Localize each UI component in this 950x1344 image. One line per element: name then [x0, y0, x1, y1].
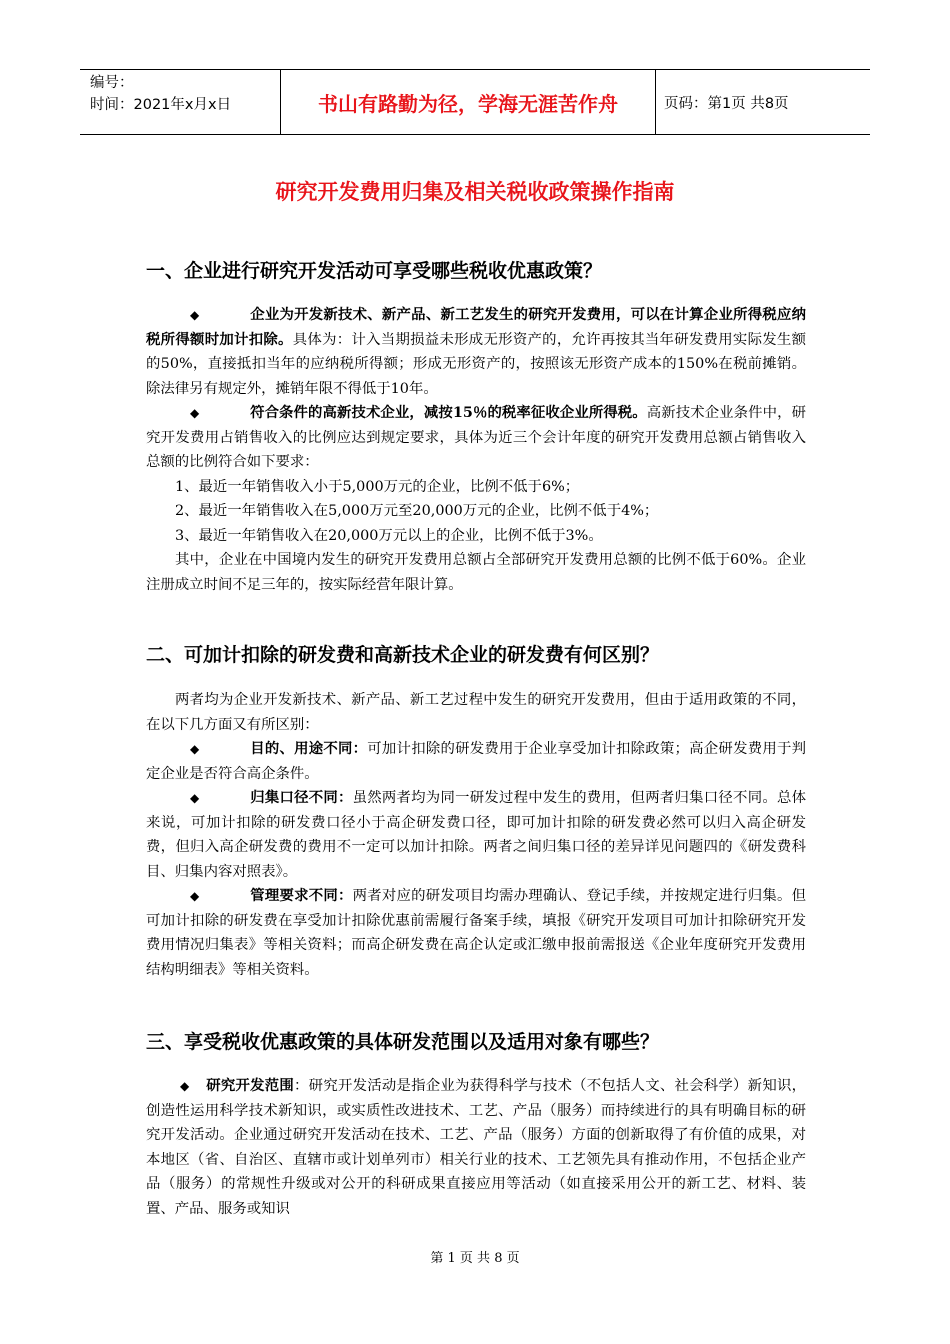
bold-lead: 符合条件的高新技术企业，减按15％的税率征收企业所得税。 [250, 404, 647, 421]
bold-lead: 管理要求不同： [250, 887, 353, 904]
bullet-diamond-icon: ◆ [190, 889, 200, 903]
bold-lead: 研究开发范围 [206, 1077, 295, 1094]
section-2-heading: 二、可加计扣除的研发费和高新技术企业的研发费有何区别？ [146, 644, 660, 666]
section-3-body [146, 1074, 806, 1221]
paragraph-text: ：研究开发活动是指企业为获得科学与技术（不包括人文、社会科学）新知识，创造性运用科学技术新知识，或实质性改进技术、工艺、产品（服务）而持续进行的具有明确目标的研究开发活动。企业通过研究开发活动在技术、工艺、产品（服务）方面的创新取得了有价值的成果，对本地区（省、自治区、直辖市或计划单列市）相关行业的技术、工艺领先具有推动作用，不包括企业产品（服务）的常规性升级或对公开的科研成果直接应用等活动（如直接采用公开的新工艺、材料、装置、产品、服务或知识 [146, 1078, 806, 1217]
header-meta [80, 70, 281, 134]
paragraph-text: 虽然两者均为同一研发过程中发生的费用，但两者归集口径不同。总体来说，可加计扣除的研发费口径小于高企研发费口径，即可加计扣除的研发费必然可以归入高企研发费，但归入高企研发费的费用不一定可以加计扣除。两者之间归集口径的差异详见问题四的《研发费科目、归集内容对照表》。 [146, 790, 806, 880]
section-1-paragraph-3: 其中，企业在中国境内发生的研究开发费用总额占全部研究开发费用总额的比例不低于60%。企业注册成立时间不足三年的，按实际经营年限计算。 [146, 552, 806, 593]
paragraph-text: 可加计扣除的研发费用于企业享受加计扣除政策；高企研发费用于判定企业是否符合高企条件。 [146, 741, 806, 782]
section-2-bullet-2 [146, 786, 806, 884]
number-label: 编号： [90, 75, 134, 91]
section-1-heading: 一、企业进行研究开发活动可享受哪些税收优惠政策？ [146, 260, 603, 282]
bold-lead: 目的、用途不同： [250, 740, 368, 757]
bold-lead: 企业为开发新技术、新产品、新工艺发生的研究开发费用，可以在计算企业所得税应纳税所得额时加计扣除。 [146, 306, 806, 348]
section-1-body [146, 303, 806, 597]
section-2-body [146, 688, 806, 982]
list-item: 1、最近一年销售收入小于5,000万元的企业，比例不低于6%； [175, 478, 580, 495]
section-1-paragraph-1 [146, 303, 806, 401]
bold-lead: 归集口径不同： [250, 789, 353, 806]
header-motto: 书山有路勤为径，学海无涯苦作舟 [281, 70, 656, 134]
section-1-paragraph-2 [146, 401, 806, 475]
page-footer: 第 1 页 共 8 页 [430, 1251, 520, 1266]
list-item: 3、最近一年销售收入在20,000万元以上的企业，比例不低于3%。 [175, 527, 603, 544]
bullet-diamond-icon: ◆ [180, 1079, 190, 1093]
document-title: 研究开发费用归集及相关税收政策操作指南 [275, 180, 675, 204]
section-3-heading: 三、享受税收优惠政策的具体研发范围以及适用对象有哪些？ [146, 1031, 660, 1053]
header-page-info: 页码：第1页 共8页 [664, 95, 789, 112]
page-header [80, 69, 870, 135]
section-2-bullet-3 [146, 884, 806, 982]
section-2-bullet-1 [146, 737, 806, 786]
list-item: 2、最近一年销售收入在5,000万元至20,000万元的企业，比例不低于4%； [175, 503, 659, 519]
paragraph-text: 具体为：计入当期损益未形成无形资产的，允许再按其当年研发费用实际发生额的50%，直接抵扣当年的应纳税所得额；形成无形资产的，按照该无形资产成本的150%在税前摊销。除法律另有规定外，摊销年限不得低于10年。 [146, 331, 806, 397]
section-3-bullet-1 [146, 1074, 806, 1221]
paragraph-text: 高新技术企业条件中，研究开发费用占销售收入的比例应达到规定要求，具体为近三个会计年度的研究开发费用总额占销售收入总额的比例符合如下要求： [146, 405, 806, 470]
paragraph-text: 两者对应的研发项目均需办理确认、登记手续，并按规定进行归集。但可加计扣除的研发费在享受加计扣除优惠前需履行备案手续，填报《研究开发项目可加计扣除研究开发费用情况归集表》等相关资料；而高企研发费在高企认定或汇缴申报前需报送《企业年度研究开发费用结构明细表》等相关资料。 [146, 888, 806, 978]
time-label: 时间：2021年x月x日 [90, 97, 232, 113]
section-2-intro: 两者均为企业开发新技术、新产品、新工艺过程中发生的研究开发费用，但由于适用政策的不同，在以下几方面又有所区别： [146, 692, 806, 733]
bullet-diamond-icon: ◆ [190, 406, 200, 420]
bullet-diamond-icon: ◆ [190, 791, 200, 805]
bullet-diamond-icon: ◆ [190, 742, 200, 756]
bullet-diamond-icon: ◆ [190, 308, 200, 322]
